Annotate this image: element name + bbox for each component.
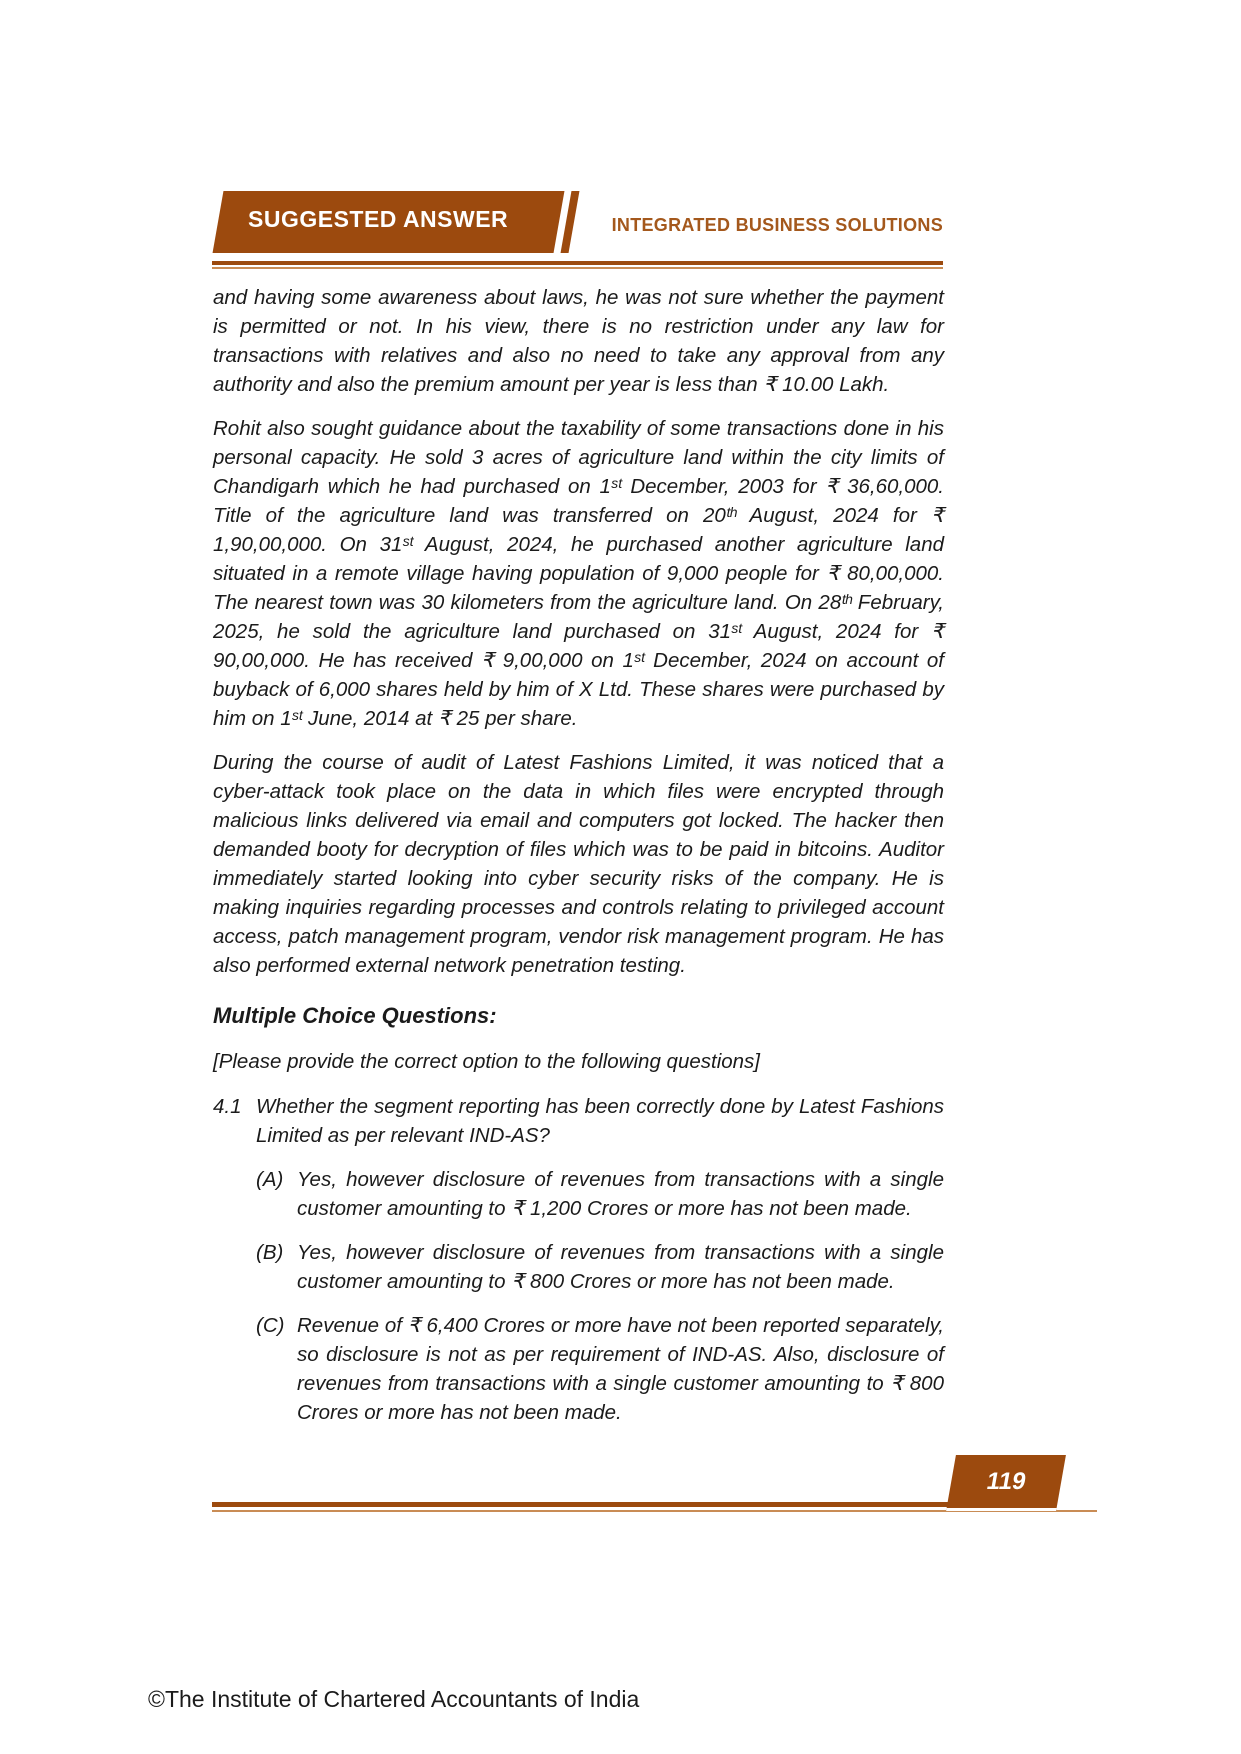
banner-accent-stripe	[561, 191, 580, 253]
option-text: Yes, however disclosure of revenues from transactions with a single customer amounting to ₹ 1,200 Crores or more has not been made.	[297, 1168, 944, 1220]
copyright-notice: ©The Institute of Chartered Accountants of India	[148, 1686, 640, 1712]
main-content	[213, 283, 944, 1442]
option-text: Yes, however disclosure of revenues from transactions with a single customer amounting to ₹ 800 Crores or more has not been made.	[297, 1241, 944, 1293]
banner-label: SUGGESTED ANSWER	[248, 206, 509, 232]
paragraph: and having some awareness about laws, he was not sure whether the payment is permitted or not. In his view, there is no restriction under any law for transactions with relatives and also no need to take any approval from any authority and also the premium amount per year is less than ₹ 10.00 Lakh.	[213, 286, 944, 396]
option-c	[256, 1311, 944, 1427]
question-text: Whether the segment reporting has been correctly done by Latest Fashions Limited as per relevant IND-AS?	[256, 1095, 944, 1147]
page-title: INTEGRATED BUSINESS SOLUTIONS	[611, 215, 943, 235]
question-number: 4.1	[213, 1095, 242, 1118]
header-rule	[212, 261, 943, 265]
mcq-heading: Multiple Choice Questions:	[213, 1003, 497, 1028]
mcq-instruction: [Please provide the correct option to the following questions]	[213, 1050, 760, 1073]
question-4-1	[213, 1092, 944, 1150]
option-b	[256, 1238, 944, 1296]
option-text: Revenue of ₹ 6,400 Crores or more have not been reported separately, so disclosure is not as per requirement of IND-AS. Also, disclosure of revenues from transactions with a single customer amounting to ₹ 800 Crores or more has not been made.	[297, 1314, 944, 1424]
paragraph: Rohit also sought guidance about the taxability of some transactions done in his personal capacity. He sold 3 acres of agriculture land within the city limits of Chandigarh which he had purchased on 1ˢᵗ December, 2003 for ₹ 36,60,000. Title of the agriculture land was transferred on 20ᵗʰ August, 2024 for ₹ 1,90,00,000. On 31ˢᵗ August, 2024, he purchased another agriculture land situated in a remote village having population of 9,000 people for ₹ 80,00,000. The nearest town was 30 kilometers from the agriculture land. On 28ᵗʰ February, 2025, he sold the agriculture land purchased on 31ˢᵗ August, 2024 for ₹ 90,00,000. He has received ₹ 9,00,000 on 1ˢᵗ December, 2024 on account of buyback of 6,000 shares held by him of X Ltd. These shares were purchased by him on 1ˢᵗ June, 2014 at ₹ 25 per share.	[213, 417, 944, 730]
option-label: (A)	[256, 1168, 284, 1191]
footer-rule	[212, 1502, 949, 1507]
page-number: 119	[984, 1467, 1029, 1495]
option-a	[256, 1165, 944, 1223]
paragraph: During the course of audit of Latest Fashions Limited, it was noticed that a cyber-attack took place on the data in which files were encrypted through malicious links delivered via email and computers got locked. The hacker then demanded booty for decryption of files which was to be paid in bitcoins. Auditor immediately started looking into cyber security risks of the company. He is making inquiries regarding processes and controls relating to privileged account access, patch management program, vendor risk management program. He has also performed external network penetration testing.	[213, 751, 944, 977]
option-label: (B)	[256, 1241, 284, 1264]
page-number-badge	[946, 1455, 1066, 1511]
option-label: (C)	[256, 1314, 285, 1337]
header-rule-accent	[212, 267, 943, 269]
